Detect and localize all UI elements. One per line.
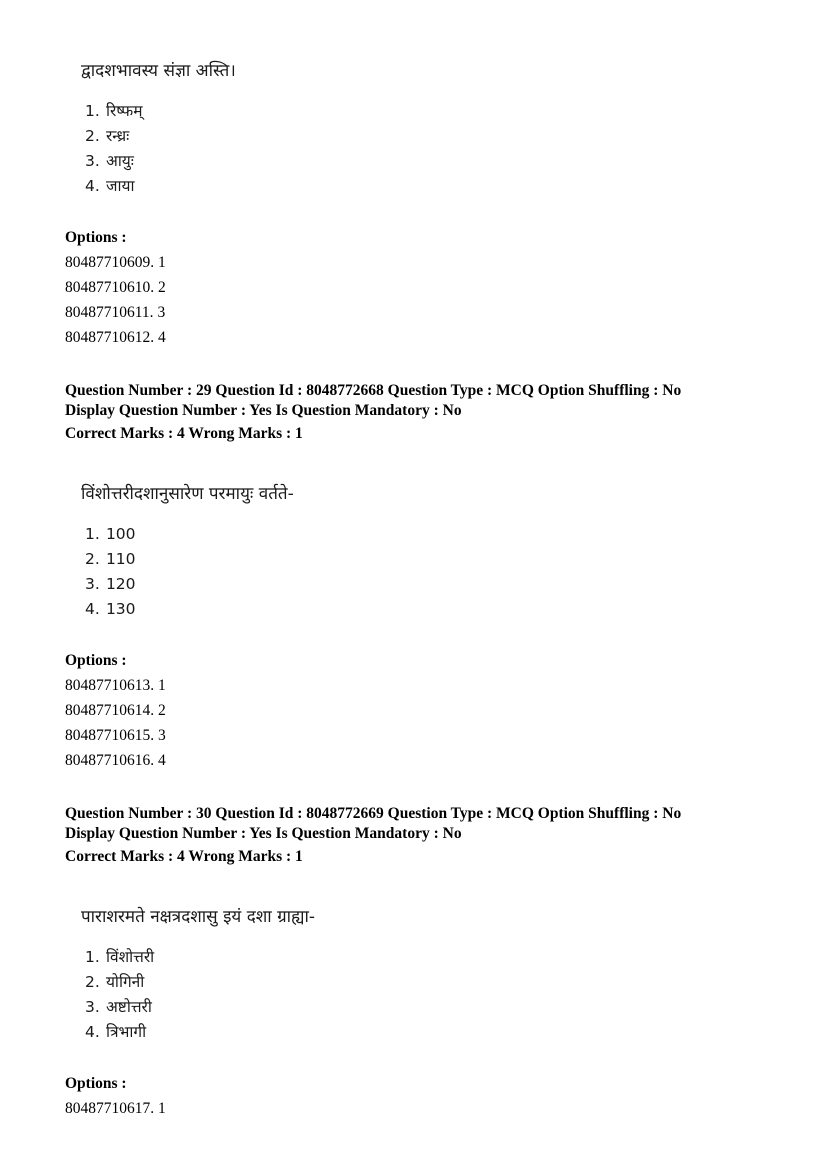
options-list	[65, 1096, 166, 1121]
option-value: 1	[158, 677, 166, 694]
choice-item	[85, 99, 143, 124]
option-id: 80487710609.	[65, 254, 155, 271]
option-value: 1	[158, 1100, 166, 1117]
option-item	[65, 673, 166, 698]
choice-item	[85, 995, 154, 1020]
choice-number: 4.	[85, 600, 100, 618]
choice-item	[85, 149, 143, 174]
choice-number: 2.	[85, 127, 100, 145]
option-item	[65, 1096, 166, 1121]
question-text: द्वादशभावस्य संज्ञा अस्ति।	[81, 61, 236, 81]
question-meta-line: Display Question Number : Yes Is Question Mandatory : No	[65, 825, 462, 842]
choice-text: रिष्फम्	[105, 102, 143, 120]
option-item	[65, 325, 166, 350]
choice-text: योगिनी	[105, 973, 145, 991]
question-text: विंशोत्तरीदशानुसारेण परमायुः वर्तते-	[81, 484, 294, 504]
option-id: 80487710614.	[65, 702, 155, 719]
option-item	[65, 275, 166, 300]
choice-item	[85, 1020, 154, 1045]
choice-item	[85, 124, 143, 149]
option-value: 1	[158, 254, 166, 271]
choice-text: रन्ध्रः	[105, 127, 130, 145]
choice-item	[85, 522, 136, 547]
option-item	[65, 723, 166, 748]
option-item	[65, 300, 166, 325]
choice-number: 3.	[85, 998, 100, 1016]
options-list	[65, 250, 166, 350]
question-meta-line: Display Question Number : Yes Is Question Mandatory : No	[65, 402, 462, 419]
choice-text: त्रिभागी	[105, 1023, 147, 1041]
choice-item	[85, 970, 154, 995]
option-id: 80487710617.	[65, 1100, 155, 1117]
option-id: 80487710610.	[65, 279, 155, 296]
question-meta	[65, 381, 681, 444]
choice-number: 1.	[85, 102, 100, 120]
option-id: 80487710616.	[65, 752, 155, 769]
option-item	[65, 250, 166, 275]
option-value: 3	[158, 727, 166, 744]
choice-list	[85, 99, 143, 199]
question-text: पाराशरमते नक्षत्रदशासु इयं दशा ग्राह्या-	[81, 907, 315, 927]
choice-list	[85, 522, 136, 622]
option-value: 3	[157, 304, 166, 321]
choice-item	[85, 597, 136, 622]
marks-line: Correct Marks : 4 Wrong Marks : 1	[65, 425, 303, 442]
choice-item	[85, 572, 136, 597]
choice-number: 1.	[85, 948, 100, 966]
options-label: Options :	[65, 652, 127, 669]
choice-item	[85, 547, 136, 572]
choice-item	[85, 945, 154, 970]
choice-text: अष्टोत्तरी	[105, 998, 152, 1016]
option-value: 4	[158, 329, 166, 346]
option-value: 4	[158, 752, 166, 769]
choice-number: 1.	[85, 525, 100, 543]
choice-text: 130	[105, 600, 136, 618]
option-value: 2	[158, 279, 166, 296]
options-label: Options :	[65, 1075, 127, 1092]
options-list	[65, 673, 166, 773]
choice-list	[85, 945, 154, 1045]
question-meta-line: Question Number : 29 Question Id : 8048772668 Question Type : MCQ Option Shuffling : No	[65, 382, 682, 399]
option-item	[65, 748, 166, 773]
option-id: 80487710613.	[65, 677, 155, 694]
option-item	[65, 698, 166, 723]
choice-number: 3.	[85, 575, 100, 593]
option-id: 80487710615.	[65, 727, 155, 744]
choice-text: 110	[105, 550, 136, 568]
question-meta	[65, 804, 681, 867]
choice-number: 3.	[85, 152, 100, 170]
choice-number: 2.	[85, 550, 100, 568]
choice-text: विंशोत्तरी	[105, 948, 155, 966]
choice-text: 120	[105, 575, 136, 593]
option-id: 80487710611.	[65, 304, 154, 321]
choice-number: 2.	[85, 973, 100, 991]
options-label: Options :	[65, 229, 127, 246]
option-id: 80487710612.	[65, 329, 155, 346]
question-meta-line: Question Number : 30 Question Id : 8048772669 Question Type : MCQ Option Shuffling : No	[65, 805, 682, 822]
choice-text: 100	[105, 525, 136, 543]
choice-number: 4.	[85, 1023, 100, 1041]
choice-text: आयुः	[105, 152, 134, 170]
marks-line: Correct Marks : 4 Wrong Marks : 1	[65, 848, 303, 865]
choice-text: जाया	[105, 177, 135, 195]
choice-item	[85, 174, 143, 199]
choice-number: 4.	[85, 177, 100, 195]
option-value: 2	[158, 702, 166, 719]
